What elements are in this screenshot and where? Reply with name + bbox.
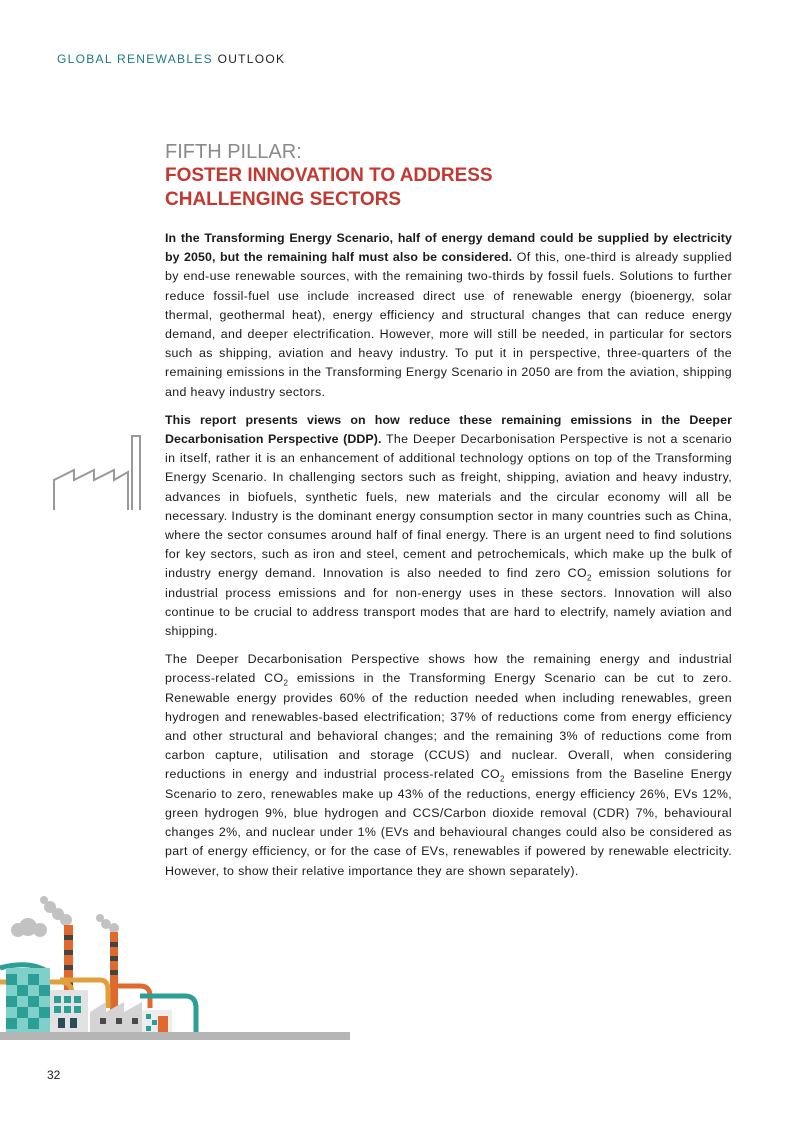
paragraph-2 xyxy=(165,411,732,641)
factory-outline-icon xyxy=(52,432,144,512)
industrial-plant-illustration xyxy=(0,890,350,1042)
page-number: 32 xyxy=(47,1068,61,1082)
running-header xyxy=(57,52,285,66)
paragraph-3-text-b: emissions in the Transforming Energy Scenario can be cut to zero. Renewable energy provides 60% of the reduction needed when including renewables, green hydrogen and renewables-based electrification; 37% of reductions come from energy efficiency and other structural and behavioral changes; and the remaining 3% of reductions come from carbon capture, utilisation and storage (CCUS) and nuclear. Overall, when considering reductions in energy and industrial process-related CO xyxy=(165,671,732,782)
section-heading xyxy=(165,141,732,212)
paragraph-2-lead: This report presents views on how reduce these remaining emissions in the Deeper Decarbonisation Perspective (DDP). xyxy=(165,412,732,447)
subscript: 2 xyxy=(283,678,289,688)
paragraph-3 xyxy=(165,650,732,880)
subscript: 2 xyxy=(586,573,592,583)
paragraph-1-text: Of this, one-third is already supplied by end-use renewable sources, with the remaining two-thirds by fossil fuels. Solutions to further reduce fossil-fuel use include increased direct use of renewable energy (bioenergy, solar thermal, geothermal heat), energy efficiency and structural changes that can reduce energy demand, and deeper electrification. However, more will still be needed, in particular for sectors such as shipping, aviation and heavy industry. To put it in perspective, three-quarters of the remaining emissions in the Transforming Energy Scenario in 2050 are from the aviation, shipping and heavy industry sectors. xyxy=(165,250,732,399)
paragraph-3-text-a: The Deeper Decarbonisation Perspective shows how the remaining energy and industrial process-related CO xyxy=(165,652,732,686)
section-title-line-1: FOSTER INNOVATION TO ADDRESS xyxy=(165,165,493,186)
subscript: 2 xyxy=(500,774,505,784)
paragraph-2-text-b: emission solutions for industrial process emissions and for non-energy uses in these sectors. Innovation will also continue to be crucial to address transport modes that are hard to electrify, namely aviation and shipping. xyxy=(165,566,732,639)
section-title-line-2: CHALLENGING SECTORS xyxy=(165,189,402,210)
paragraph-2-text-a: The Deeper Decarbonisation Perspective is not a scenario in itself, rather it is an enhancement of additional technology options on top of the Transforming Energy Scenario. In challenging sectors such as freight, shipping, aviation and heavy industry, advances in biofuels, synthetic fuels, new materials and the circular economy will all be necessary. Industry is the dominant energy consumption sector in many countries such as China, where the sector consumes around half of final energy. There is an urgent need to find solutions for key sectors, such as iron and steel, cement and petrochemicals, which make up the bulk of industry energy demand. Innovation is also needed to find zero CO xyxy=(165,432,732,581)
pillar-label: FIFTH PILLAR: xyxy=(165,141,302,163)
header-publication: GLOBAL RENEWABLES xyxy=(57,52,213,66)
body-text xyxy=(165,229,732,890)
paragraph-1 xyxy=(165,229,732,402)
paragraph-3-text-c: emissions from the Baseline Energy Scenario to zero, renewables make up 43% of the reductions, energy efficiency 26%, EVs 12%, green hydrogen 9%, blue hydrogen and CCS/Carbon dioxide removal (CDR) 7%, behavioural changes 2%, and nuclear under 1% (EVs and behavioural changes could also be considered as part of energy efficiency, or for the case of EVs, renewables if powered by renewable electricity. However, to show their relative importance they are shown separately). xyxy=(165,767,732,878)
paragraph-1-lead: In the Transforming Energy Scenario, half of energy demand could be supplied by electricity by 2050, but the remaining half must also be considered. xyxy=(165,231,732,265)
header-outlook: OUTLOOK xyxy=(217,52,286,66)
